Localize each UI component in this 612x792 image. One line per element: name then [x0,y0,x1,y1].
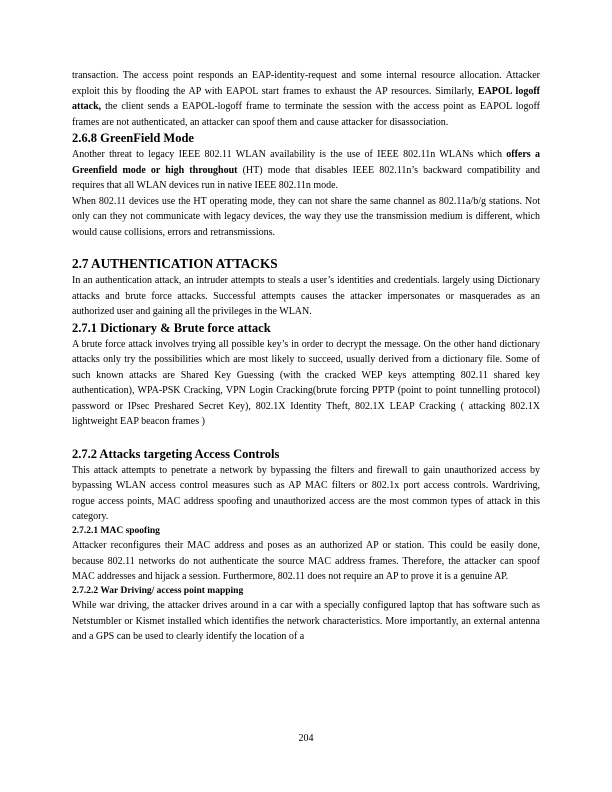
greenfield-paragraph-2: When 802.11 devices use the HT operating mode, they can not share the same channel as 802.11a/b/g stations. Not only can they not communicate with legacy devices, the way they use the transmission medium is different, which would cause collisions, errors and retransmissions. [72,195,540,238]
war-driving-paragraph: While war driving, the attacker drives around in a car with a specially configured laptop that has software such as Netstumbler or Kismet installed which identifies the network characteristics. More importantly, an external antenna and a GPS can be used to clearly identify the location of a [72,600,540,642]
access-controls-paragraph: This attack attempts to penetrate a network by bypassing the filters and firewall to gain unauthorized access by bypassing WLAN access control measures such as AP MAC filters or 802.1x port access controls. Wardriving, rogue access points, MAC address spoofing and unauthorized access are the most common types of attack in this category. [72,464,540,522]
mac-spoofing-paragraph: Attacker reconfigures their MAC address and poses as an authorized AP or station. This could be easily done, because 802.11 networks do not authenticate the source MAC address frames. Therefore, the attacker can spoof MAC addresses and hijack a session. Furthermore, 802.11 does not require an AP to prove it is a genuine AP. [72,540,540,582]
intro-paragraph [72,68,540,130]
brute-force-paragraph: A brute force attack involves trying all possible key’s in order to decrypt the message. On the other hand dictionary attacks only try the possibilities which are most likely to succeed, usually derived from a dictionary file. Some of such known attacks are Shared Key Guessing (with the cracked WEP keys attempting 802.11 shared key authentication), WPA-PSK Cracking, VPN Login Cracking(brute forcing PPTP (point to point tunnelling protocol) password or IPsec Preshared Secret Key), 802.1X Identity Theft, 802.1X LEAP Cracking ( attacking 802.1X lightweight EAP beacon frames ) [72,338,540,427]
section-heading-2-6-8: 2.6.8 GreenField Mode [72,131,194,145]
greenfield-bold-phrase: offers a Greenfield mode or high throughout [72,149,540,176]
spacer [72,240,540,255]
authentication-paragraph: In an authentication attack, an intruder attempts to steals a user’s identities and credentials. largely using Dictionary attacks and brute force attacks. Successful attempts causes the attacker impersonates or masquerades as an authorized user and gaining all the privileges in the WLAN. [72,275,540,317]
section-heading-2-7-2-1: 2.7.2.1 MAC spoofing [72,525,160,536]
page-content [72,68,540,645]
section-heading-2-7: 2.7 AUTHENTICATION ATTACKS [72,256,278,271]
greenfield-text-b: (HT) mode that disables IEEE 802.11n’s backward compatibility and requires that all WLAN devices run in native IEEE 802.11n mode. [72,164,541,191]
intro-text: transaction. The access point responds an EAP-identity-request and some internal resource allocation. Attacker exploit this by flooding the AP with EAPOL start frames to exhaust the AP resources. Similarly, [72,70,540,97]
greenfield-paragraph-1 [72,147,540,194]
spacer [72,430,540,446]
page-number: 204 [298,733,314,744]
section-heading-2-7-2-2: 2.7.2.2 War Driving/ access point mapping [72,585,244,596]
section-heading-2-7-2: 2.7.2 Attacks targeting Access Controls [72,446,280,461]
greenfield-text-a: Another threat to legacy IEEE 802.11 WLAN availability is the use of IEEE 802.11n WLANs which [72,149,502,160]
intro-text-rest: the client sends a EAPOL-logoff frame to terminate the session with the access point as EAPOL logoff frames are not authenticated, an attacker can spoof them and cause attacker for disassociation. [72,101,540,128]
intro-bold-phrase: EAPOL logoff attack, [72,85,540,112]
section-heading-2-7-1: 2.7.1 Dictionary & Brute force attack [72,320,271,335]
